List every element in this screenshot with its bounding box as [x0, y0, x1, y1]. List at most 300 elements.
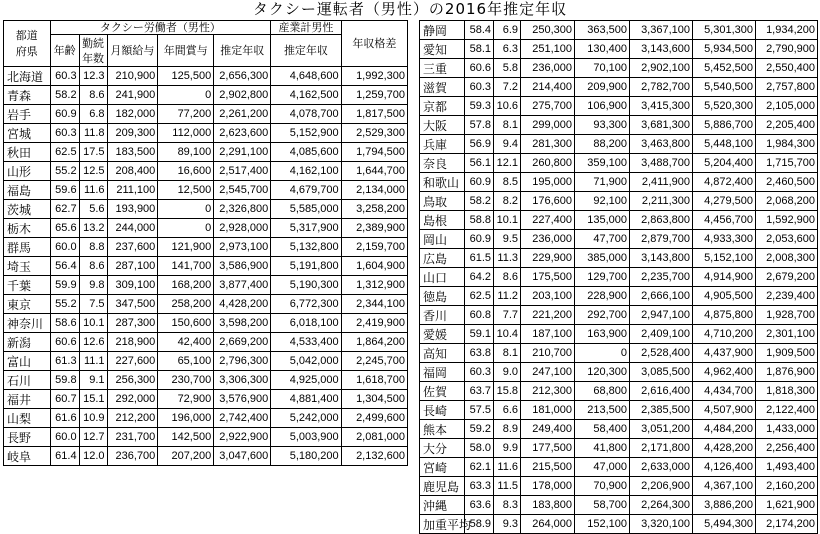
table-row: [4, 86, 408, 105]
value-cell: 41,800: [575, 439, 630, 458]
value-cell: 60.0: [50, 238, 79, 257]
value-cell: 2,656,300: [214, 67, 271, 86]
value-cell: 227,400: [521, 211, 575, 230]
value-cell: 2,550,400: [756, 59, 818, 78]
value-cell: 2,068,200: [756, 192, 818, 211]
value-cell: 59.3: [465, 97, 494, 116]
value-cell: 12,500: [158, 181, 214, 200]
value-cell: 0: [158, 200, 214, 219]
table-row: [420, 154, 818, 173]
value-cell: 106,900: [575, 97, 630, 116]
value-cell: 3,047,600: [214, 447, 271, 466]
pref-cell: 広島: [420, 249, 465, 268]
value-cell: 5,152,900: [271, 124, 341, 143]
table-row: [4, 352, 408, 371]
value-cell: 5,540,500: [693, 78, 756, 97]
value-cell: 121,900: [158, 238, 214, 257]
value-cell: 60.3: [50, 67, 79, 86]
value-cell: 59.1: [465, 325, 494, 344]
value-cell: 3,886,200: [693, 496, 756, 515]
value-cell: 4,925,000: [271, 371, 341, 390]
value-cell: 4,933,300: [693, 230, 756, 249]
left-table: [3, 20, 408, 466]
value-cell: 1,864,200: [341, 333, 407, 352]
pref-cell: 愛知: [420, 40, 465, 59]
value-cell: 5,180,200: [271, 447, 341, 466]
value-cell: 385,000: [575, 249, 630, 268]
value-cell: 9.5: [494, 230, 521, 249]
value-cell: 1,592,900: [756, 211, 818, 230]
value-cell: 93,300: [575, 116, 630, 135]
value-cell: 363,500: [575, 21, 630, 40]
value-cell: 2,517,400: [214, 162, 271, 181]
value-cell: 12.7: [79, 428, 107, 447]
value-cell: 187,100: [521, 325, 575, 344]
value-cell: 5,317,900: [271, 219, 341, 238]
value-cell: 62.1: [465, 458, 494, 477]
value-cell: 8.5: [494, 173, 521, 192]
value-cell: 2,239,400: [756, 287, 818, 306]
value-cell: 2,947,100: [630, 306, 693, 325]
value-cell: 77,200: [158, 105, 214, 124]
value-cell: 258,200: [158, 295, 214, 314]
value-cell: 2,122,400: [756, 401, 818, 420]
value-cell: 60.8: [465, 306, 494, 325]
value-cell: 8.8: [79, 238, 107, 257]
value-cell: 275,700: [521, 97, 575, 116]
pref-cell: 高知: [420, 344, 465, 363]
header-monthly: 月額給与: [107, 35, 158, 67]
pref-cell: 石川: [4, 371, 51, 390]
value-cell: 58.6: [50, 314, 79, 333]
value-cell: 177,500: [521, 439, 575, 458]
value-cell: 6.6: [494, 401, 521, 420]
value-cell: 237,600: [107, 238, 158, 257]
value-cell: 8.6: [79, 257, 107, 276]
table-row: [420, 249, 818, 268]
table-row: [4, 428, 408, 447]
value-cell: 63.3: [465, 477, 494, 496]
table-row: [420, 21, 818, 40]
pref-cell: 京都: [420, 97, 465, 116]
value-cell: 3,415,300: [630, 97, 693, 116]
value-cell: 2,291,100: [214, 143, 271, 162]
value-cell: 2,922,900: [214, 428, 271, 447]
pref-cell: 静岡: [420, 21, 465, 40]
value-cell: 208,400: [107, 162, 158, 181]
value-cell: 130,400: [575, 40, 630, 59]
value-cell: 92,100: [575, 192, 630, 211]
value-cell: 2,206,900: [630, 477, 693, 496]
value-cell: 125,500: [158, 67, 214, 86]
value-cell: 281,300: [521, 135, 575, 154]
table-row: [4, 181, 408, 200]
value-cell: 218,900: [107, 333, 158, 352]
value-cell: 176,600: [521, 192, 575, 211]
value-cell: 183,500: [107, 143, 158, 162]
value-cell: 209,900: [575, 78, 630, 97]
value-cell: 251,100: [521, 40, 575, 59]
value-cell: 1,928,700: [756, 306, 818, 325]
table-row: [420, 344, 818, 363]
table-row: [4, 409, 408, 428]
value-cell: 4,872,400: [693, 173, 756, 192]
value-cell: 9.9: [494, 439, 521, 458]
pref-cell: 島根: [420, 211, 465, 230]
value-cell: 2,633,000: [630, 458, 693, 477]
value-cell: 221,200: [521, 306, 575, 325]
value-cell: 4,162,500: [271, 86, 341, 105]
value-cell: 5,132,800: [271, 238, 341, 257]
value-cell: 61.4: [50, 447, 79, 466]
table-row: [4, 238, 408, 257]
value-cell: 168,200: [158, 276, 214, 295]
value-cell: 247,100: [521, 363, 575, 382]
table-row: [420, 363, 818, 382]
value-cell: 0: [158, 86, 214, 105]
value-cell: 4,962,400: [693, 363, 756, 382]
value-cell: 3,576,900: [214, 390, 271, 409]
value-cell: 3,488,700: [630, 154, 693, 173]
value-cell: 1,818,300: [756, 382, 818, 401]
table-row: [4, 333, 408, 352]
value-cell: 6.8: [79, 105, 107, 124]
value-cell: 2,344,100: [341, 295, 407, 314]
value-cell: 0: [158, 219, 214, 238]
table-row: [420, 192, 818, 211]
value-cell: 1,934,200: [756, 21, 818, 40]
value-cell: 203,100: [521, 287, 575, 306]
table-row: [4, 371, 408, 390]
value-cell: 61.3: [50, 352, 79, 371]
value-cell: 8.1: [494, 116, 521, 135]
value-cell: 2,742,400: [214, 409, 271, 428]
value-cell: 63.7: [465, 382, 494, 401]
header-age: 年齢: [50, 35, 79, 67]
pref-cell: 大分: [420, 439, 465, 458]
table-row: [420, 420, 818, 439]
value-cell: 112,000: [158, 124, 214, 143]
value-cell: 65.6: [50, 219, 79, 238]
value-cell: 287,300: [107, 314, 158, 333]
value-cell: 5,886,700: [693, 116, 756, 135]
value-cell: 4,648,600: [271, 67, 341, 86]
value-cell: 7.5: [79, 295, 107, 314]
header-industry-annual: 推定年収: [271, 35, 341, 67]
value-cell: 12.1: [494, 154, 521, 173]
table-row: [420, 306, 818, 325]
value-cell: 11.3: [494, 249, 521, 268]
value-cell: 2,159,700: [341, 238, 407, 257]
value-cell: 60.9: [465, 173, 494, 192]
value-cell: 1,621,900: [756, 496, 818, 515]
value-cell: 89,100: [158, 143, 214, 162]
table-row: [4, 162, 408, 181]
value-cell: 62.5: [50, 143, 79, 162]
value-cell: 59.9: [50, 276, 79, 295]
value-cell: 9.0: [494, 363, 521, 382]
value-cell: 3,306,300: [214, 371, 271, 390]
value-cell: 8.6: [494, 268, 521, 287]
value-cell: 229,900: [521, 249, 575, 268]
pref-cell: 青森: [4, 86, 51, 105]
value-cell: 210,700: [521, 344, 575, 363]
value-cell: 182,000: [107, 105, 158, 124]
value-cell: 13.2: [79, 219, 107, 238]
value-cell: 210,900: [107, 67, 158, 86]
value-cell: 60.9: [50, 105, 79, 124]
value-cell: 58.2: [50, 86, 79, 105]
value-cell: 4,710,200: [693, 325, 756, 344]
value-cell: 4,456,700: [693, 211, 756, 230]
pref-cell: 栃木: [4, 219, 51, 238]
value-cell: 1,876,900: [756, 363, 818, 382]
value-cell: 47,700: [575, 230, 630, 249]
pref-cell: 兵庫: [420, 135, 465, 154]
value-cell: 256,300: [107, 371, 158, 390]
pref-cell: 山口: [420, 268, 465, 287]
value-cell: 60.3: [50, 124, 79, 143]
value-cell: 58.4: [465, 21, 494, 40]
value-cell: 3,143,800: [630, 249, 693, 268]
value-cell: 163,900: [575, 325, 630, 344]
pref-cell: 福岡: [420, 363, 465, 382]
value-cell: 2,528,400: [630, 344, 693, 363]
value-cell: 58,400: [575, 420, 630, 439]
value-cell: 1,618,700: [341, 371, 407, 390]
value-cell: 2,782,700: [630, 78, 693, 97]
value-cell: 2,081,000: [341, 428, 407, 447]
value-cell: 2,796,300: [214, 352, 271, 371]
pref-cell: 鹿児島: [420, 477, 465, 496]
value-cell: 5,494,300: [693, 515, 756, 534]
pref-cell: 長野: [4, 428, 51, 447]
value-cell: 207,200: [158, 447, 214, 466]
pref-cell: 愛媛: [420, 325, 465, 344]
value-cell: 2,211,300: [630, 192, 693, 211]
value-cell: 264,000: [521, 515, 575, 534]
value-cell: 292,700: [575, 306, 630, 325]
value-cell: 249,400: [521, 420, 575, 439]
value-cell: 59.8: [50, 371, 79, 390]
value-cell: 2,928,000: [214, 219, 271, 238]
header-gap: 年収格差: [341, 21, 407, 67]
value-cell: 5,520,300: [693, 97, 756, 116]
table-row: [4, 390, 408, 409]
value-cell: 88,200: [575, 135, 630, 154]
value-cell: 68,800: [575, 382, 630, 401]
pref-cell: 福井: [4, 390, 51, 409]
value-cell: 4,367,100: [693, 477, 756, 496]
value-cell: 4,881,400: [271, 390, 341, 409]
header-group-industry: 産業計男性: [271, 21, 341, 35]
value-cell: 4,162,100: [271, 162, 341, 181]
value-cell: 2,879,700: [630, 230, 693, 249]
value-cell: 71,900: [575, 173, 630, 192]
value-cell: 5.8: [494, 59, 521, 78]
pref-cell: 茨城: [4, 200, 51, 219]
value-cell: 3,877,400: [214, 276, 271, 295]
value-cell: 152,100: [575, 515, 630, 534]
value-cell: 2,411,900: [630, 173, 693, 192]
value-cell: 58,700: [575, 496, 630, 515]
value-cell: 10.6: [494, 97, 521, 116]
value-cell: 2,863,800: [630, 211, 693, 230]
value-cell: 2,409,100: [630, 325, 693, 344]
value-cell: 11.2: [494, 287, 521, 306]
pref-cell: 鳥取: [420, 192, 465, 211]
table-row: [4, 447, 408, 466]
value-cell: 4,428,200: [693, 439, 756, 458]
value-cell: 2,245,700: [341, 352, 407, 371]
value-cell: 150,600: [158, 314, 214, 333]
value-cell: 4,875,800: [693, 306, 756, 325]
table-row: [420, 458, 818, 477]
value-cell: 183,800: [521, 496, 575, 515]
value-cell: 58.8: [465, 211, 494, 230]
value-cell: 10.1: [79, 314, 107, 333]
value-cell: 227,600: [107, 352, 158, 371]
value-cell: 2,529,300: [341, 124, 407, 143]
value-cell: 60.6: [50, 333, 79, 352]
value-cell: 61.5: [465, 249, 494, 268]
value-cell: 4,434,700: [693, 382, 756, 401]
value-cell: 60.9: [465, 230, 494, 249]
pref-cell: 佐賀: [420, 382, 465, 401]
value-cell: 4,085,600: [271, 143, 341, 162]
value-cell: 3,367,100: [630, 21, 693, 40]
value-cell: 2,902,100: [630, 59, 693, 78]
value-cell: 9.3: [494, 515, 521, 534]
value-cell: 12.0: [79, 447, 107, 466]
value-cell: 250,300: [521, 21, 575, 40]
value-cell: 230,700: [158, 371, 214, 390]
value-cell: 5.6: [79, 200, 107, 219]
value-cell: 63.6: [465, 496, 494, 515]
table-row: [420, 230, 818, 249]
value-cell: 212,200: [107, 409, 158, 428]
page-title: タクシー運転者（男性）の2016年推定年収: [252, 0, 568, 18]
value-cell: 4,078,700: [271, 105, 341, 124]
pref-cell: 奈良: [420, 154, 465, 173]
value-cell: 5,190,300: [271, 276, 341, 295]
header-tenure: 勤続 年数: [79, 35, 107, 67]
value-cell: 2,053,600: [756, 230, 818, 249]
value-cell: 60.7: [50, 390, 79, 409]
value-cell: 2,008,300: [756, 249, 818, 268]
table-row: [420, 439, 818, 458]
value-cell: 120,300: [575, 363, 630, 382]
value-cell: 1,817,500: [341, 105, 407, 124]
value-cell: 58.2: [465, 192, 494, 211]
value-cell: 195,000: [521, 173, 575, 192]
pref-cell: 岩手: [4, 105, 51, 124]
value-cell: 2,205,400: [756, 116, 818, 135]
table-row: [420, 97, 818, 116]
value-cell: 4,533,400: [271, 333, 341, 352]
value-cell: 63.8: [465, 344, 494, 363]
value-cell: 214,400: [521, 78, 575, 97]
value-cell: 236,000: [521, 230, 575, 249]
value-cell: 12.5: [79, 162, 107, 181]
pref-cell: 大阪: [420, 116, 465, 135]
table-row: [4, 200, 408, 219]
value-cell: 12.3: [79, 67, 107, 86]
value-cell: 4,428,200: [214, 295, 271, 314]
table-row: [4, 219, 408, 238]
value-cell: 5,042,000: [271, 352, 341, 371]
value-cell: 260,800: [521, 154, 575, 173]
value-cell: 2,160,200: [756, 477, 818, 496]
value-cell: 12.6: [79, 333, 107, 352]
value-cell: 3,051,200: [630, 420, 693, 439]
value-cell: 135,000: [575, 211, 630, 230]
table-row: [4, 257, 408, 276]
pref-cell: 岐阜: [4, 447, 51, 466]
pref-cell: 埼玉: [4, 257, 51, 276]
value-cell: 4,914,900: [693, 268, 756, 287]
value-cell: 55.2: [50, 162, 79, 181]
value-cell: 2,261,200: [214, 105, 271, 124]
value-cell: 211,100: [107, 181, 158, 200]
value-cell: 181,000: [521, 401, 575, 420]
value-cell: 4,905,500: [693, 287, 756, 306]
table-row: [420, 211, 818, 230]
value-cell: 193,900: [107, 200, 158, 219]
value-cell: 11.5: [494, 477, 521, 496]
value-cell: 10.1: [494, 211, 521, 230]
pref-cell: 岡山: [420, 230, 465, 249]
value-cell: 2,105,000: [756, 97, 818, 116]
value-cell: 5,242,000: [271, 409, 341, 428]
value-cell: 8.3: [494, 496, 521, 515]
pref-cell: 秋田: [4, 143, 51, 162]
value-cell: 11.1: [79, 352, 107, 371]
pref-cell: 千葉: [4, 276, 51, 295]
value-cell: 8.9: [494, 420, 521, 439]
pref-cell: 神奈川: [4, 314, 51, 333]
value-cell: 1,644,700: [341, 162, 407, 181]
header-group-taxi: タクシー労働者（男性）: [50, 21, 271, 35]
value-cell: 72,900: [158, 390, 214, 409]
value-cell: 1,984,300: [756, 135, 818, 154]
value-cell: 9.8: [79, 276, 107, 295]
value-cell: 62.5: [465, 287, 494, 306]
pref-cell: 北海道: [4, 67, 51, 86]
table-row: [420, 268, 818, 287]
value-cell: 5,448,100: [693, 135, 756, 154]
pref-cell: 滋賀: [420, 78, 465, 97]
value-cell: 3,258,200: [341, 200, 407, 219]
value-cell: 3,320,100: [630, 515, 693, 534]
table-row: [4, 105, 408, 124]
table-row: [420, 287, 818, 306]
value-cell: 1,715,700: [756, 154, 818, 173]
table-row: [420, 401, 818, 420]
value-cell: 209,300: [107, 124, 158, 143]
value-cell: 2,326,800: [214, 200, 271, 219]
value-cell: 58.9: [465, 515, 494, 534]
value-cell: 1,433,000: [756, 420, 818, 439]
pref-cell: 加重平均: [420, 515, 465, 534]
value-cell: 2,616,400: [630, 382, 693, 401]
value-cell: 6,018,100: [271, 314, 341, 333]
header-pref: 都道 府県: [4, 21, 51, 67]
pref-cell: 群馬: [4, 238, 51, 257]
value-cell: 1,259,700: [341, 86, 407, 105]
table-row: [420, 116, 818, 135]
value-cell: 2,256,400: [756, 439, 818, 458]
